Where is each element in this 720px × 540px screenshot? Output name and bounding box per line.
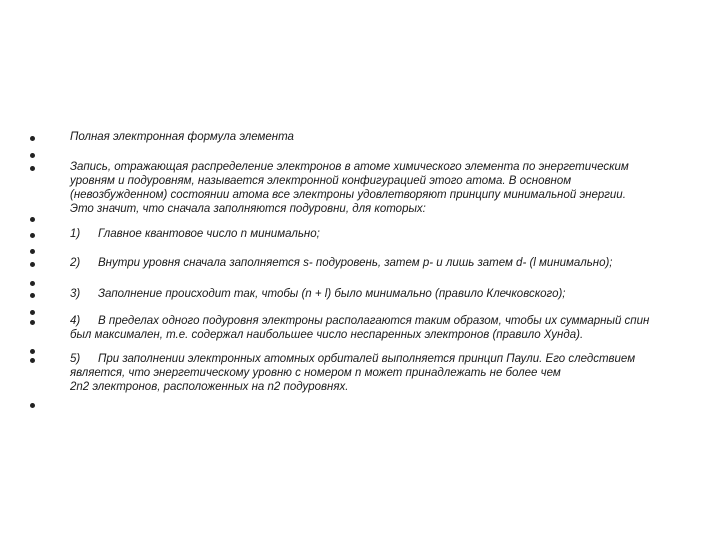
item-number: 5) (70, 353, 81, 365)
text-line (70, 256, 690, 270)
bullet-icon (30, 262, 35, 267)
item-text: При заполнении электронных атомных орбиталей выполняется принцип Паули. Его следствием (98, 353, 636, 365)
bullet-icon (30, 166, 35, 171)
text-line: (невозбужденном) состоянии атома все электроны удовлетворяют принципу минимальной энергии. (70, 189, 626, 201)
text-line (70, 227, 690, 241)
text-line: 2n2 электронов, расположенных на n2 подуровнях. (70, 381, 349, 393)
item-text: В пределах одного подуровня электроны располагаются таким образом, чтобы их суммарный спин (98, 315, 650, 327)
list-item-text (70, 314, 690, 342)
item-text: Заполнение происходит так, чтобы (n + l) было минимально (правило Клечковского); (98, 288, 566, 300)
list-item-text (70, 160, 690, 216)
list-item-text (70, 287, 690, 301)
bullet-icon (30, 403, 35, 408)
list-item-text (70, 352, 690, 394)
item-text: Главное квантовое число n минимально; (98, 228, 320, 240)
text-line: уровням и подуровням, называется электронной конфигурацией этого атома. В основном (70, 175, 572, 187)
item-text: Внутри уровня сначала заполняется s- подуровень, затем p- и лишь затем d- (l минимально); (98, 257, 613, 269)
bullet-icon (30, 217, 35, 222)
text-line (70, 287, 690, 301)
bullet-icon (30, 358, 35, 363)
bullet-icon (30, 233, 35, 238)
list-item-text (70, 130, 690, 144)
bullet-icon (30, 320, 35, 325)
bullet-icon (30, 349, 35, 354)
text-line: является, что энергетическому уровню с номером n может принадлежать не более чем (70, 367, 561, 379)
text-line: Это значит, что сначала заполняются подуровни, для которых: (70, 203, 426, 215)
text-line: был максимален, т.е. содержал наибольшее число неспаренных электронов (правило Хунда). (70, 329, 584, 341)
list-item-text (70, 256, 690, 270)
text-line (70, 314, 690, 328)
bullet-icon (30, 293, 35, 298)
item-number: 3) (70, 288, 81, 300)
bullet-icon (30, 249, 35, 254)
text-line (70, 352, 690, 366)
bullet-icon (30, 153, 35, 158)
bullet-icon (30, 310, 35, 315)
item-number: 4) (70, 315, 81, 327)
bullet-icon (30, 281, 35, 286)
item-number: 2) (70, 257, 81, 269)
item-number: 1) (70, 228, 81, 240)
bullet-icon (30, 136, 35, 141)
text-line: Запись, отражающая распределение электронов в атоме химического элемента по энергетическим (70, 161, 629, 173)
list-item-text (70, 227, 690, 241)
text-line: Полная электронная формула элемента (70, 131, 294, 143)
